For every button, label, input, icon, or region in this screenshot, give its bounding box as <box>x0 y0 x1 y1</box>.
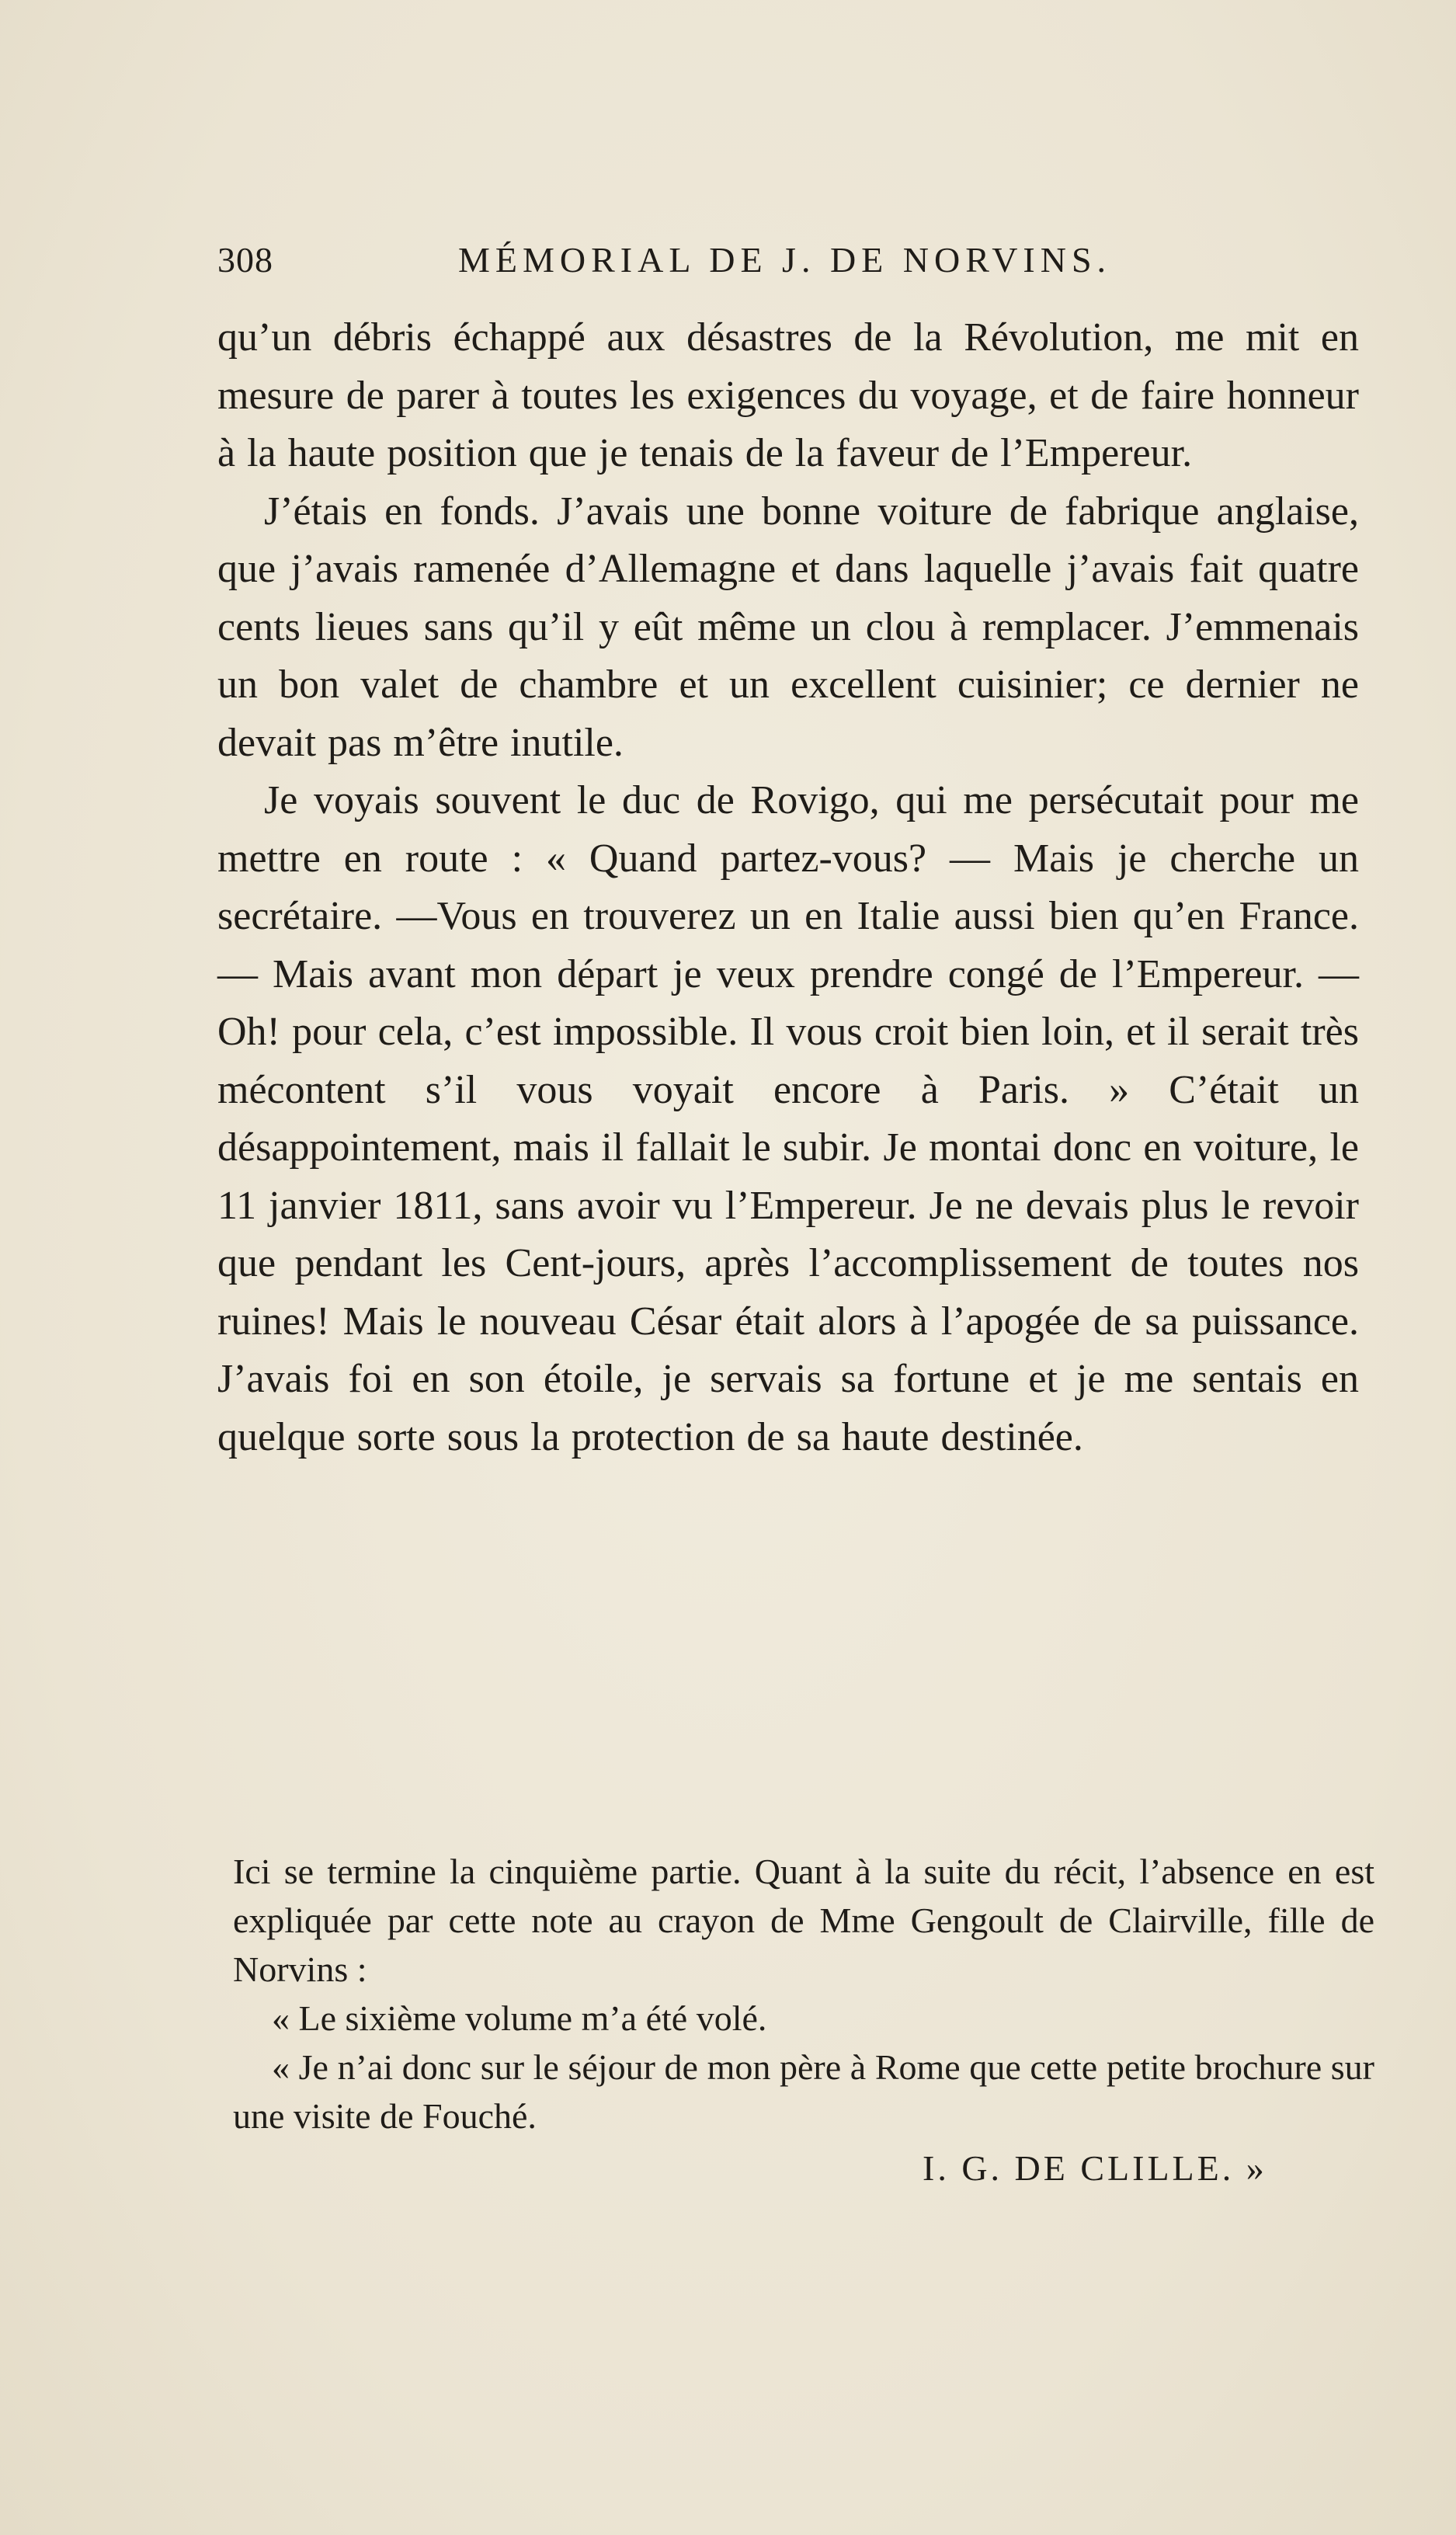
paragraph-3: Je voyais souvent le duc de Rovigo, qui me persécutait pour me mettre en route : « Quand partez-vous? — Mais je cherche un secrétaire. —Vous en trouverez un en Italie aussi bien qu’en France. — Mais avant mon départ je veux prendre congé de l’Empereur. — Oh! pour cela, c’est impossible. Il vous croit bien loin, et il serait très mécontent s’il vous voyait encore à Paris. » C’était un désappointement, mais il fallait le subir. Je montai donc en voiture, le 11 janvier 1811, sans avoir vu l’Empereur. Je ne devais plus le revoir que pendant les Cent-jours, après l’accomplissement de toutes nos ruines! Mais le nouveau César était alors à l’apogée de sa puissance. J’avais foi en son étoile, je servais sa fortune et je me sentais en quelque sorte sous la protection de sa haute destinée. <box>217 778 1359 1459</box>
note-intro: Ici se termine la cinquième partie. Quant à la suite du récit, l’absence en est expliquée par cette note au crayon de Mme Gengoult de Clairville, fille de Norvins : <box>233 1852 1374 1989</box>
note-quote-1: « Le sixième volume m’a été volé. <box>272 1998 767 2038</box>
running-title: MÉMORIAL DE J. DE NORVINS. <box>458 240 1112 280</box>
main-text <box>217 309 1359 1466</box>
note-quote-2: « Je n’ai donc sur le séjour de mon père à Rome que cette petite brochure sur une visite de Fouché. <box>233 2047 1374 2136</box>
paragraph-2: J’étais en fonds. J’avais une bonne voiture de fabrique anglaise, que j’avais ramenée d’Allemagne et dans laquelle j’avais fait quatre cents lieues sans qu’il y eût même un clou à remplacer. J’emmenais un bon valet de chambre et un excellent cuisinier; ce dernier ne devait pas m’être inutile. <box>217 489 1359 765</box>
editor-note <box>233 1847 1374 2140</box>
page-number: 308 <box>217 240 273 280</box>
page-header <box>217 239 1126 294</box>
note-signature: I. G. DE CLILLE. » <box>923 2148 1267 2188</box>
paragraph-1: qu’un débris échappé aux désastres de la Révolution, me mit en mesure de parer à toutes les exigences du voyage, et de faire honneur à la haute position que je tenais de la faveur de l’Empereur. <box>217 315 1359 475</box>
